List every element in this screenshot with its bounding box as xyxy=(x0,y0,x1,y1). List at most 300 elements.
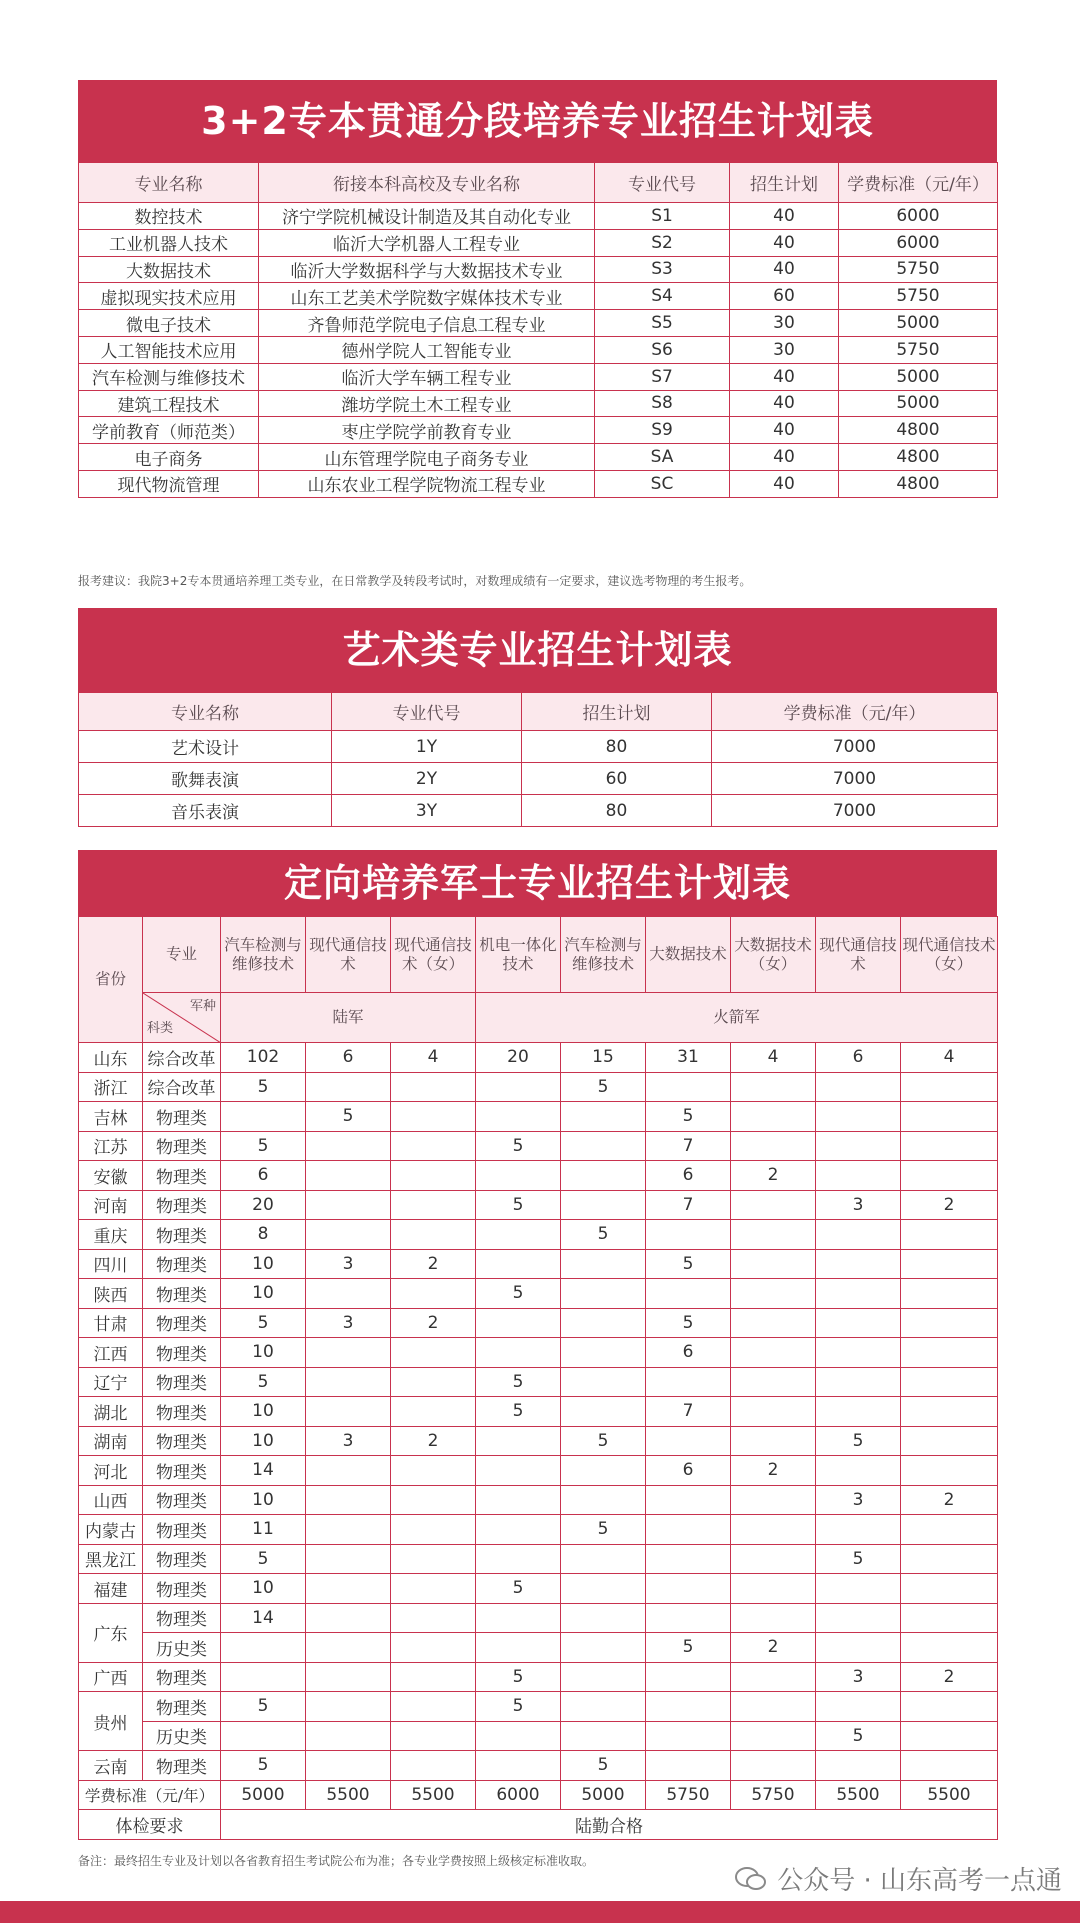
major-header-cell: 现代通信技术 xyxy=(306,917,391,993)
quota-cell: 20 xyxy=(476,1043,561,1073)
tuition-cell: 5500 xyxy=(306,1780,391,1810)
quota-cell: 5 xyxy=(561,1515,646,1545)
major-header-cell: 现代通信技术（女） xyxy=(391,917,476,993)
quota-cell: 5 xyxy=(816,1721,901,1751)
quota-cell xyxy=(901,1308,998,1338)
table-row xyxy=(79,1692,998,1722)
table1-cell: S4 xyxy=(595,283,730,310)
quota-cell xyxy=(561,1279,646,1309)
quota-cell xyxy=(816,1308,901,1338)
quota-cell xyxy=(731,1485,816,1515)
category-cell: 物理类 xyxy=(143,1485,221,1515)
table-row xyxy=(79,763,998,795)
quota-cell xyxy=(306,1751,391,1781)
branch-rocket-force: 火箭军 xyxy=(476,993,998,1043)
quota-cell xyxy=(731,1662,816,1692)
table1-cell: 40 xyxy=(730,470,839,497)
quota-cell: 2 xyxy=(731,1633,816,1663)
tuition-cell: 6000 xyxy=(476,1780,561,1810)
quota-cell xyxy=(391,1220,476,1250)
table1-cell: 40 xyxy=(730,390,839,417)
table-row xyxy=(79,1633,998,1663)
quota-cell xyxy=(816,1338,901,1368)
quota-cell xyxy=(901,1751,998,1781)
quota-cell: 20 xyxy=(221,1190,306,1220)
major-header-cell: 汽车检测与维修技术 xyxy=(561,917,646,993)
quota-cell xyxy=(306,1279,391,1309)
quota-cell xyxy=(646,1692,731,1722)
quota-cell xyxy=(816,1102,901,1132)
table1-cell: 5750 xyxy=(839,256,998,283)
quota-cell xyxy=(731,1249,816,1279)
quota-cell: 4 xyxy=(391,1043,476,1073)
quota-cell: 10 xyxy=(221,1249,306,1279)
tuition-cell: 5000 xyxy=(561,1780,646,1810)
table2-panel xyxy=(78,608,997,827)
exam-label: 体检要求 xyxy=(79,1810,221,1840)
province-header: 省份 xyxy=(79,917,143,1043)
quota-cell xyxy=(731,1515,816,1545)
quota-cell xyxy=(476,1249,561,1279)
category-cell: 物理类 xyxy=(143,1603,221,1633)
table1-header-row xyxy=(79,163,998,203)
category-cell: 物理类 xyxy=(143,1102,221,1132)
quota-cell xyxy=(901,1574,998,1604)
quota-cell xyxy=(816,1633,901,1663)
tuition-cell: 5500 xyxy=(816,1780,901,1810)
quota-cell xyxy=(731,1574,816,1604)
table1 xyxy=(78,162,998,498)
quota-cell: 10 xyxy=(221,1279,306,1309)
quota-cell xyxy=(476,1485,561,1515)
table1-cell: SA xyxy=(595,444,730,471)
province-cell: 河北 xyxy=(79,1456,143,1486)
quota-cell xyxy=(646,1220,731,1250)
quota-cell: 3 xyxy=(816,1190,901,1220)
quota-cell: 5 xyxy=(221,1131,306,1161)
quota-cell xyxy=(731,1131,816,1161)
province-cell: 安徽 xyxy=(79,1161,143,1191)
quota-cell xyxy=(731,1338,816,1368)
quota-cell xyxy=(561,1633,646,1663)
table-row xyxy=(79,417,998,444)
province-cell: 湖北 xyxy=(79,1397,143,1427)
table-row xyxy=(79,1485,998,1515)
table2-cell: 音乐表演 xyxy=(79,795,332,827)
category-cell: 物理类 xyxy=(143,1574,221,1604)
table1-cell: 40 xyxy=(730,444,839,471)
quota-cell: 8 xyxy=(221,1220,306,1250)
category-cell: 物理类 xyxy=(143,1544,221,1574)
table1-cell: 5000 xyxy=(839,310,998,337)
quota-cell: 31 xyxy=(646,1043,731,1073)
quota-cell xyxy=(816,1692,901,1722)
quota-cell xyxy=(646,1603,731,1633)
table-row xyxy=(79,1308,998,1338)
quota-cell: 5 xyxy=(221,1544,306,1574)
quota-cell xyxy=(901,1633,998,1663)
quota-cell xyxy=(306,1485,391,1515)
quota-cell xyxy=(476,1220,561,1250)
exam-row xyxy=(79,1810,998,1840)
quota-cell: 6 xyxy=(646,1456,731,1486)
quota-cell xyxy=(816,1515,901,1545)
quota-cell xyxy=(391,1456,476,1486)
quota-cell xyxy=(391,1485,476,1515)
quota-cell: 10 xyxy=(221,1485,306,1515)
quota-cell xyxy=(391,1574,476,1604)
table-row xyxy=(79,203,998,230)
table-row xyxy=(79,256,998,283)
quota-cell xyxy=(561,1308,646,1338)
quota-cell xyxy=(561,1102,646,1132)
table1-cell: 40 xyxy=(730,229,839,256)
table1-cell: S6 xyxy=(595,336,730,363)
quota-cell: 102 xyxy=(221,1043,306,1073)
table2-cell: 80 xyxy=(522,731,712,763)
table1-cell: 数控技术 xyxy=(79,203,259,230)
category-cell: 物理类 xyxy=(143,1338,221,1368)
table1-header-cell: 衔接本科高校及专业名称 xyxy=(259,163,595,203)
quota-cell: 2 xyxy=(731,1161,816,1191)
table-row xyxy=(79,1515,998,1545)
table1-cell: 6000 xyxy=(839,203,998,230)
table2-cell: 艺术设计 xyxy=(79,731,332,763)
category-cell: 历史类 xyxy=(143,1633,221,1663)
quota-cell xyxy=(306,1662,391,1692)
quota-cell xyxy=(306,1220,391,1250)
table-row xyxy=(79,1426,998,1456)
quota-cell xyxy=(476,1633,561,1663)
category-cell: 物理类 xyxy=(143,1662,221,1692)
category-cell: 物理类 xyxy=(143,1426,221,1456)
table1-cell: 40 xyxy=(730,417,839,444)
table1-cell: 学前教育（师范类） xyxy=(79,417,259,444)
table-row xyxy=(79,1131,998,1161)
quota-cell xyxy=(306,1397,391,1427)
quota-cell: 6 xyxy=(646,1338,731,1368)
quota-cell: 14 xyxy=(221,1456,306,1486)
tuition-cell: 5500 xyxy=(901,1780,998,1810)
watermark-text: 公众号 · 山东高考一点通 xyxy=(777,1866,1062,1896)
table2-cell: 1Y xyxy=(332,731,522,763)
province-cell: 贵州 xyxy=(79,1692,143,1751)
quota-cell: 5 xyxy=(221,1692,306,1722)
quota-cell xyxy=(561,1603,646,1633)
quota-cell: 7 xyxy=(646,1397,731,1427)
province-cell: 黑龙江 xyxy=(79,1544,143,1574)
category-cell: 综合改革 xyxy=(143,1072,221,1102)
major-header: 专业 xyxy=(143,917,221,993)
quota-cell xyxy=(731,1072,816,1102)
quota-cell: 5 xyxy=(221,1751,306,1781)
table-row xyxy=(79,1721,998,1751)
quota-cell xyxy=(561,1544,646,1574)
table1-cell: 山东工艺美术学院数字媒体技术专业 xyxy=(259,283,595,310)
branch-corner-label: 军种 xyxy=(189,999,216,1014)
table1-header-cell: 招生计划 xyxy=(730,163,839,203)
footer-bar xyxy=(0,1901,1080,1923)
quota-cell xyxy=(221,1721,306,1751)
quota-cell xyxy=(901,1338,998,1368)
table-row xyxy=(79,1751,998,1781)
table1-cell: 山东农业工程学院物流工程专业 xyxy=(259,470,595,497)
table-row xyxy=(79,1279,998,1309)
table1-cell: 4800 xyxy=(839,417,998,444)
province-cell: 广东 xyxy=(79,1603,143,1662)
category-cell: 物理类 xyxy=(143,1308,221,1338)
quota-cell xyxy=(306,1367,391,1397)
quota-cell xyxy=(306,1072,391,1102)
quota-cell xyxy=(306,1456,391,1486)
quota-cell xyxy=(901,1220,998,1250)
table1-cell: 5000 xyxy=(839,390,998,417)
quota-cell xyxy=(646,1751,731,1781)
quota-cell xyxy=(731,1397,816,1427)
quota-cell xyxy=(391,1190,476,1220)
quota-cell xyxy=(901,1131,998,1161)
table1-cell: 工业机器人技术 xyxy=(79,229,259,256)
quota-cell: 6 xyxy=(646,1161,731,1191)
table1-cell: 电子商务 xyxy=(79,444,259,471)
table1-cell: 30 xyxy=(730,310,839,337)
quota-cell xyxy=(816,1279,901,1309)
quota-cell: 5 xyxy=(646,1102,731,1132)
table1-cell: S9 xyxy=(595,417,730,444)
table2-header-cell: 学费标准（元/年） xyxy=(712,693,998,731)
table3-branch-row xyxy=(79,993,998,1043)
quota-cell: 14 xyxy=(221,1603,306,1633)
table1-cell: 5750 xyxy=(839,336,998,363)
table-row xyxy=(79,1220,998,1250)
table-row xyxy=(79,390,998,417)
table1-cell: 临沂大学数据科学与大数据技术专业 xyxy=(259,256,595,283)
table-row xyxy=(79,1367,998,1397)
quota-cell xyxy=(816,1574,901,1604)
branch-army: 陆军 xyxy=(221,993,476,1043)
table3-major-row xyxy=(79,917,998,993)
quota-cell xyxy=(816,1456,901,1486)
table3 xyxy=(78,916,998,1840)
quota-cell xyxy=(476,1072,561,1102)
quota-cell: 5 xyxy=(306,1102,391,1132)
quota-cell xyxy=(901,1456,998,1486)
category-cell: 物理类 xyxy=(143,1131,221,1161)
table-row xyxy=(79,1397,998,1427)
table1-cell: 60 xyxy=(730,283,839,310)
category-cell: 物理类 xyxy=(143,1515,221,1545)
table-row xyxy=(79,1161,998,1191)
table-row xyxy=(79,283,998,310)
category-cell: 物理类 xyxy=(143,1751,221,1781)
category-cell: 物理类 xyxy=(143,1692,221,1722)
quota-cell: 3 xyxy=(816,1662,901,1692)
quota-cell: 2 xyxy=(391,1249,476,1279)
province-cell: 四川 xyxy=(79,1249,143,1279)
quota-cell xyxy=(646,1544,731,1574)
quota-cell xyxy=(561,1190,646,1220)
table2-cell: 3Y xyxy=(332,795,522,827)
quota-cell xyxy=(561,1692,646,1722)
quota-cell: 11 xyxy=(221,1515,306,1545)
table-row xyxy=(79,795,998,827)
quota-cell xyxy=(391,1072,476,1102)
quota-cell xyxy=(306,1574,391,1604)
table1-cell: 4800 xyxy=(839,444,998,471)
table2-cell: 60 xyxy=(522,763,712,795)
table2 xyxy=(78,692,998,827)
table2-header-cell: 专业代号 xyxy=(332,693,522,731)
quota-cell xyxy=(221,1633,306,1663)
quota-cell xyxy=(731,1220,816,1250)
table2-header-row xyxy=(79,693,998,731)
quota-cell: 4 xyxy=(731,1043,816,1073)
category-cell: 物理类 xyxy=(143,1249,221,1279)
quota-cell xyxy=(476,1426,561,1456)
category-cell: 综合改革 xyxy=(143,1043,221,1073)
quota-cell xyxy=(561,1721,646,1751)
wechat-icon xyxy=(735,1866,767,1892)
quota-cell: 3 xyxy=(306,1249,391,1279)
quota-cell xyxy=(561,1249,646,1279)
quota-cell xyxy=(391,1544,476,1574)
table1-header-cell: 专业代号 xyxy=(595,163,730,203)
tuition-cell: 5000 xyxy=(221,1780,306,1810)
quota-cell xyxy=(561,1485,646,1515)
quota-cell: 5 xyxy=(476,1190,561,1220)
quota-cell xyxy=(901,1367,998,1397)
quota-cell xyxy=(816,1220,901,1250)
watermark xyxy=(735,1860,1062,1897)
category-cell: 物理类 xyxy=(143,1190,221,1220)
table1-cell: 枣庄学院学前教育专业 xyxy=(259,417,595,444)
quota-cell: 4 xyxy=(901,1043,998,1073)
major-header-cell: 现代通信技术（女） xyxy=(901,917,998,993)
quota-cell xyxy=(306,1515,391,1545)
quota-cell xyxy=(306,1692,391,1722)
table-row xyxy=(79,1190,998,1220)
category-cell: 物理类 xyxy=(143,1220,221,1250)
quota-cell: 3 xyxy=(816,1485,901,1515)
quota-cell xyxy=(391,1633,476,1663)
table1-cell: 5000 xyxy=(839,363,998,390)
major-header-cell: 汽车检测与维修技术 xyxy=(221,917,306,993)
quota-cell xyxy=(391,1338,476,1368)
table1-cell: 山东管理学院电子商务专业 xyxy=(259,444,595,471)
quota-cell xyxy=(646,1072,731,1102)
quota-cell xyxy=(816,1603,901,1633)
quota-cell xyxy=(306,1161,391,1191)
tuition-cell: 5750 xyxy=(646,1780,731,1810)
table1-cell: 虚拟现实技术应用 xyxy=(79,283,259,310)
quota-cell: 10 xyxy=(221,1574,306,1604)
quota-cell: 5 xyxy=(646,1633,731,1663)
quota-cell xyxy=(731,1102,816,1132)
table-row xyxy=(79,1102,998,1132)
quota-cell xyxy=(476,1308,561,1338)
quota-cell xyxy=(646,1279,731,1309)
province-cell: 山东 xyxy=(79,1043,143,1073)
quota-cell: 6 xyxy=(816,1043,901,1073)
table1-cell: SC xyxy=(595,470,730,497)
quota-cell xyxy=(561,1397,646,1427)
table1-cell: 40 xyxy=(730,256,839,283)
quota-cell xyxy=(306,1338,391,1368)
quota-cell xyxy=(901,1249,998,1279)
table1-header-cell: 学费标准（元/年） xyxy=(839,163,998,203)
quota-cell xyxy=(391,1721,476,1751)
table-row xyxy=(79,1043,998,1073)
quota-cell xyxy=(391,1397,476,1427)
quota-cell xyxy=(901,1721,998,1751)
table1-cell: 5750 xyxy=(839,283,998,310)
table2-cell: 80 xyxy=(522,795,712,827)
table-row xyxy=(79,1544,998,1574)
table1-cell: 德州学院人工智能专业 xyxy=(259,336,595,363)
table1-title: 3+2专本贯通分段培养专业招生计划表 xyxy=(78,80,997,162)
quota-cell: 10 xyxy=(221,1397,306,1427)
quota-cell xyxy=(561,1338,646,1368)
table3-title: 定向培养军士专业招生计划表 xyxy=(78,850,997,916)
quota-cell xyxy=(306,1633,391,1663)
quota-cell xyxy=(306,1544,391,1574)
table1-cell: 6000 xyxy=(839,229,998,256)
major-header-cell: 现代通信技术 xyxy=(816,917,901,993)
quota-cell xyxy=(816,1367,901,1397)
quota-cell xyxy=(646,1426,731,1456)
quota-cell xyxy=(731,1603,816,1633)
quota-cell: 5 xyxy=(816,1544,901,1574)
province-cell: 云南 xyxy=(79,1751,143,1781)
quota-cell xyxy=(306,1721,391,1751)
table2-cell: 2Y xyxy=(332,763,522,795)
quota-cell: 5 xyxy=(476,1574,561,1604)
table-row xyxy=(79,229,998,256)
quota-cell xyxy=(816,1161,901,1191)
branch-category-corner xyxy=(143,993,221,1043)
quota-cell xyxy=(731,1751,816,1781)
category-cell: 物理类 xyxy=(143,1279,221,1309)
quota-cell xyxy=(646,1515,731,1545)
quota-cell xyxy=(816,1397,901,1427)
table1-panel xyxy=(78,80,997,498)
quota-cell xyxy=(391,1751,476,1781)
table1-cell: S7 xyxy=(595,363,730,390)
province-cell: 吉林 xyxy=(79,1102,143,1132)
quota-cell: 5 xyxy=(561,1751,646,1781)
quota-cell: 2 xyxy=(391,1426,476,1456)
table1-cell: 齐鲁师范学院电子信息工程专业 xyxy=(259,310,595,337)
table-row xyxy=(79,1456,998,1486)
quota-cell xyxy=(476,1603,561,1633)
quota-cell: 5 xyxy=(221,1308,306,1338)
quota-cell xyxy=(391,1279,476,1309)
table1-cell: S5 xyxy=(595,310,730,337)
quota-cell xyxy=(731,1279,816,1309)
category-cell: 物理类 xyxy=(143,1161,221,1191)
quota-cell: 7 xyxy=(646,1131,731,1161)
table1-cell: 建筑工程技术 xyxy=(79,390,259,417)
table3-panel xyxy=(78,850,997,1869)
table2-cell: 歌舞表演 xyxy=(79,763,332,795)
table1-cell: 济宁学院机械设计制造及其自动化专业 xyxy=(259,203,595,230)
quota-cell: 5 xyxy=(646,1249,731,1279)
category-corner-label: 科类 xyxy=(147,1021,174,1036)
quota-cell: 2 xyxy=(391,1308,476,1338)
province-cell: 浙江 xyxy=(79,1072,143,1102)
table-row xyxy=(79,1249,998,1279)
table1-cell: 30 xyxy=(730,336,839,363)
